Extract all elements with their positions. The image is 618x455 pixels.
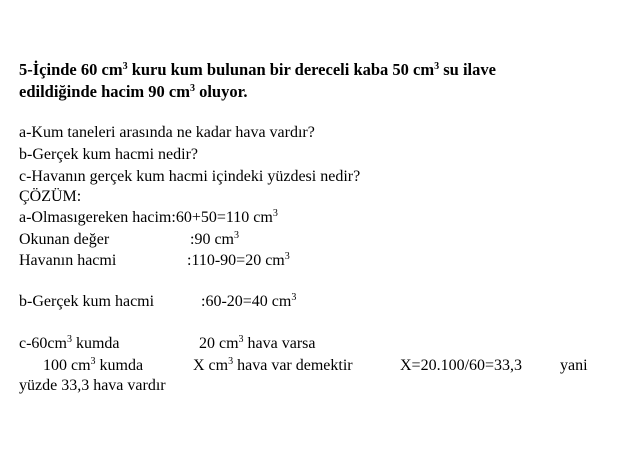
solution-c-line-2-mid xyxy=(193,356,353,375)
superscript: 3 xyxy=(122,61,128,72)
value-text: c-60cm xyxy=(19,335,67,352)
problem-text: edildiğinde hacim 90 cm xyxy=(19,82,190,101)
problem-line-1 xyxy=(19,60,496,79)
question-c: c-Havanın gerçek kum hacmi içindeki yüzdesi nedir? xyxy=(19,168,361,185)
value-text: kumda xyxy=(95,357,144,374)
superscript: 3 xyxy=(284,251,290,262)
solution-c-line-1-left xyxy=(19,334,120,353)
superscript: 3 xyxy=(234,230,239,241)
superscript: 3 xyxy=(228,356,234,367)
solution-a-value: 60+50=110 cm xyxy=(175,209,273,226)
value-text: kumda xyxy=(71,335,120,352)
solution-heading: ÇÖZÜM: xyxy=(19,188,82,205)
value-text: 20 cm xyxy=(199,335,239,352)
value-text: hava var demektir xyxy=(233,357,353,374)
value-text: :90 cm xyxy=(190,231,234,248)
question-b: b-Gerçek kum hacmi nedir? xyxy=(19,146,199,163)
solution-a xyxy=(19,208,278,227)
question-a: a-Kum taneleri arasında ne kadar hava vardır? xyxy=(19,124,315,141)
solution-read-label: Okunan değer xyxy=(19,231,110,248)
superscript: 3 xyxy=(272,208,278,219)
solution-c-yani: yani xyxy=(560,357,588,374)
problem-text: oluyor. xyxy=(194,82,248,101)
superscript: 3 xyxy=(291,292,297,303)
value-text: :110-90=20 cm xyxy=(187,252,285,269)
solution-c-line-2-left xyxy=(43,356,143,375)
problem-text: su ilave xyxy=(439,60,496,79)
superscript: 3 xyxy=(238,334,244,345)
superscript: 3 xyxy=(189,83,195,94)
superscript: 3 xyxy=(90,356,96,367)
solution-a-label: a-Olmasıgereken hacim: xyxy=(19,209,176,226)
value-text: hava varsa xyxy=(243,335,316,352)
superscript: 3 xyxy=(66,334,72,345)
value-text: X cm xyxy=(193,357,229,374)
solution-c-line-1-right xyxy=(199,334,316,353)
solution-read-value xyxy=(190,230,239,249)
value-text: 100 cm xyxy=(43,357,91,374)
problem-text: 5-İçinde 60 cm xyxy=(19,60,123,79)
problem-text: kuru kum bulunan bir dereceli kaba 50 cm xyxy=(127,60,435,79)
superscript: 3 xyxy=(434,61,440,72)
value-text: :60-20=40 cm xyxy=(201,293,292,310)
solution-c-line-3: yüzde 33,3 hava vardır xyxy=(19,377,166,394)
problem-line-2 xyxy=(19,82,248,101)
solution-b-value xyxy=(201,292,296,311)
solution-air-label: Havanın hacmi xyxy=(19,252,117,269)
solution-b-label: b-Gerçek kum hacmi xyxy=(19,293,155,310)
solution-air-value xyxy=(187,251,290,270)
solution-c-formula: X=20.100/60=33,3 xyxy=(400,357,523,374)
